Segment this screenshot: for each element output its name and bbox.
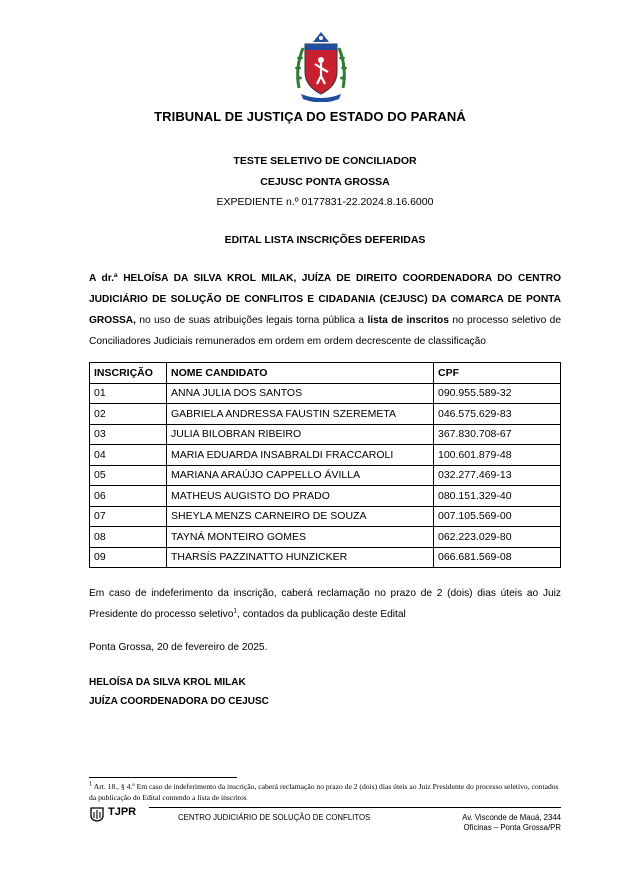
table-row: [90, 486, 561, 507]
selective-test-title: TESTE SELETIVO DE CONCILIADOR: [233, 155, 417, 167]
tjpr-logo-text: TJPR: [108, 806, 137, 818]
footnote-reference[interactable]: 1: [233, 607, 238, 615]
cell-inscricao: 08: [90, 527, 167, 548]
edital-title: EDITAL LISTA INSCRIÇÕES DEFERIDAS: [224, 234, 426, 246]
parana-coat-of-arms-icon: [293, 28, 349, 102]
candidates-table: [89, 362, 561, 568]
signature-role: JUÍZA COORDENADORA DO CEJUSC: [89, 696, 269, 707]
footer-address-line-2: Oficinas – Ponta Grossa/PR: [463, 823, 561, 832]
intro-paragraph: [89, 268, 561, 352]
footer-center-name: CENTRO JUDICIÁRIO DE SOLUÇÃO DE CONFLITOS: [178, 813, 371, 822]
cell-inscricao: 05: [90, 465, 167, 486]
footer-divider: [89, 807, 561, 808]
cell-nome: THARSÍS PAZZINATTO HUNZICKER: [167, 547, 434, 568]
claim-text-a: Em caso de indeferimento da inscrição, caberá reclamação no prazo de 2 (dois) dias úteis ao Juiz Presidente do processo seletivo: [89, 588, 561, 620]
cell-cpf: 007.105.569-00: [434, 506, 561, 527]
cell-cpf: 032.277.469-13: [434, 465, 561, 486]
cell-nome: GABRIELA ANDRESSA FAUSTIN SZEREMETA: [167, 404, 434, 425]
table-header-row: [90, 363, 561, 384]
claim-paragraph: [89, 583, 561, 625]
cell-nome: TAYNÁ MONTEIRO GOMES: [167, 527, 434, 548]
cell-cpf: 062.223.029-80: [434, 527, 561, 548]
intro-bold-lead: A dr.ª HELOÍSA DA SILVA KROL MILAK, JUÍZA DE DIREITO COORDENADORA DO CENTRO JUDICIÁRIO DE SOLUÇÃO DE CONFLITOS E CIDADANIA (CEJUSC) DA COMARCA DE PONTA GROSSA,: [89, 273, 561, 326]
footnote-number: 1: [89, 780, 93, 788]
cell-nome: SHEYLA MENZS CARNEIRO DE SOUZA: [167, 506, 434, 527]
footer-address-line-1: Av. Visconde de Mauá, 2344: [462, 813, 561, 822]
cell-cpf: 080.151.329-40: [434, 486, 561, 507]
claim-text-b: , contados da publicação deste Edital: [237, 609, 406, 620]
footnote-text: Art. 18., § 4.º Em caso de indeferimento da inscrição, caberá reclamação no prazo de 2 (dois) dias úteis ao Juiz Presidente do processo seletivo, contados da publicação do Edital contendo a lista de inscritos: [89, 782, 559, 802]
table-row: [90, 527, 561, 548]
cell-cpf: 367.830.708-67: [434, 424, 561, 445]
cell-cpf: 090.955.589-32: [434, 383, 561, 404]
court-title: TRIBUNAL DE JUSTIÇA DO ESTADO DO PARANÁ: [154, 109, 466, 124]
signature-name: HELOÍSA DA SILVA KROL MILAK: [89, 677, 246, 688]
table-row: [90, 383, 561, 404]
cell-inscricao: 01: [90, 383, 167, 404]
table-row: [90, 424, 561, 445]
unit-title: CEJUSC PONTA GROSSA: [260, 176, 390, 188]
cell-inscricao: 04: [90, 445, 167, 466]
cell-nome: MARIA EDUARDA INSABRALDI FRACCAROLI: [167, 445, 434, 466]
cell-nome: MATHEUS AUGISTO DO PRADO: [167, 486, 434, 507]
cell-nome: JULIA BILOBRAN RIBEIRO: [167, 424, 434, 445]
footnote-divider: [89, 777, 237, 778]
cell-inscricao: 02: [90, 404, 167, 425]
table-row: [90, 506, 561, 527]
cell-cpf: 066.681.569-08: [434, 547, 561, 568]
cell-cpf: 046.575.629-83: [434, 404, 561, 425]
cell-nome: MARIANA ARAÚJO CAPPELLO ÁVILLA: [167, 465, 434, 486]
table-row: [90, 445, 561, 466]
expediente-number: EXPEDIENTE n.º 0177831-22.2024.8.16.6000: [216, 196, 434, 208]
cell-nome: ANNA JULIA DOS SANTOS: [167, 383, 434, 404]
footnote: [89, 781, 561, 803]
date-line: Ponta Grossa, 20 de fevereiro de 2025.: [89, 642, 268, 653]
footer-address: [462, 813, 561, 833]
intro-bold-mid: lista de inscritos: [367, 315, 449, 326]
cell-inscricao: 03: [90, 424, 167, 445]
intro-text-b: no processo seletivo de Conciliadores Judiciais remunerados em ordem em ordem decrescente de classificação: [89, 315, 561, 347]
cell-inscricao: 06: [90, 486, 167, 507]
table-row: [90, 465, 561, 486]
column-header-inscricao: INSCRIÇÃO: [90, 363, 167, 384]
cell-inscricao: 09: [90, 547, 167, 568]
column-header-cpf: CPF: [434, 363, 561, 384]
table-row: [90, 547, 561, 568]
table-row: [90, 404, 561, 425]
cell-cpf: 100.601.879-48: [434, 445, 561, 466]
column-header-nome: NOME CANDIDATO: [167, 363, 434, 384]
cell-inscricao: 07: [90, 506, 167, 527]
intro-text-a: no uso de suas atribuições legais torna pública a: [135, 315, 368, 326]
